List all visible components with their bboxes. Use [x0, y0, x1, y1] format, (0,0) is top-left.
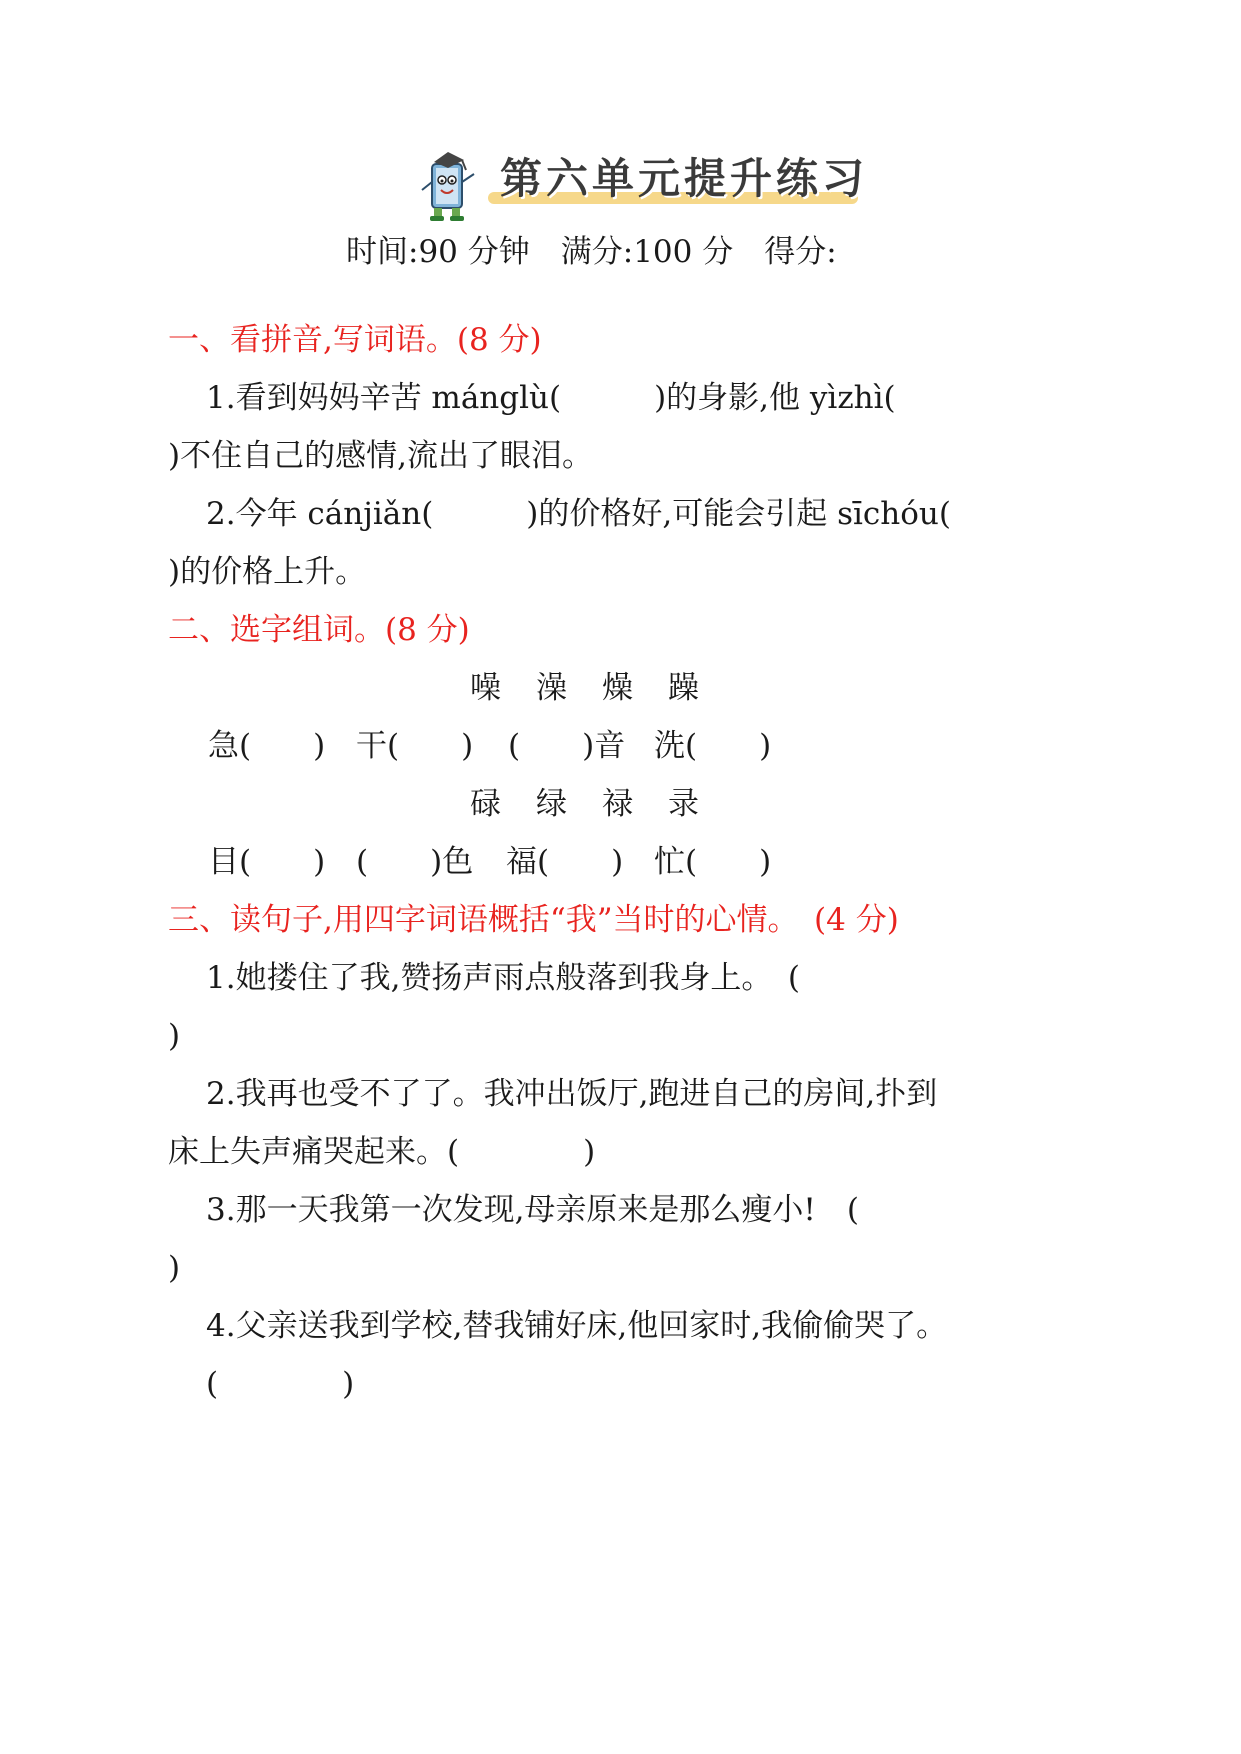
s3-q2-line1: 2.我再也受不了了。我冲出饭厅,跑进自己的房间,扑到	[206, 1076, 938, 1112]
blank-item: 洗( )	[654, 728, 772, 764]
book-mascot-icon	[418, 146, 482, 224]
section2-heading: 二、选字组词。(8 分)	[168, 612, 470, 648]
s3-q2-line2: 床上失声痛哭起来。( )	[168, 1134, 596, 1170]
char-option: 燥	[602, 670, 633, 706]
char-group-2	[470, 784, 734, 824]
title-banner	[488, 146, 868, 208]
s3-q4-line1: 4.父亲送我到学校,替我铺好床,他回家时,我偷偷哭了。	[206, 1308, 948, 1344]
s1-q1-line2: )不住自己的感情,流出了眼泪。	[168, 438, 593, 474]
blank-item: 福( )	[506, 844, 624, 880]
section3-heading: 三、读句子,用四字词语概括“我”当时的心情。 (4 分)	[168, 902, 899, 938]
blank-item: ( )音	[508, 728, 626, 764]
s3-q3-line1: 3.那一天我第一次发现,母亲原来是那么瘦小! (	[206, 1192, 859, 1228]
char-option: 澡	[536, 670, 567, 706]
char-option: 躁	[668, 670, 699, 706]
char-option: 碌	[470, 786, 501, 822]
char-group-1	[470, 668, 734, 708]
exam-meta: 时间:90 分钟 满分:100 分 得分:	[346, 234, 837, 270]
char-option: 绿	[536, 786, 567, 822]
s1-q2-line2: )的价格上升。	[168, 554, 367, 590]
s1-q1-line1: 1.看到妈妈辛苦 mánglù( )的身影,他 yìzhì(	[206, 380, 896, 416]
page-title: 第六单元提升练习	[500, 154, 869, 203]
s3-q3-line2: )	[168, 1250, 181, 1286]
blank-item: 目( )	[208, 844, 326, 880]
blank-item: 忙( )	[654, 844, 772, 880]
blank-item: 急( )	[208, 728, 326, 764]
blank-item: ( )色	[356, 844, 474, 880]
blank-item: 干( )	[356, 728, 474, 764]
char-option: 噪	[470, 670, 501, 706]
char-option: 录	[668, 786, 699, 822]
char-option: 禄	[602, 786, 633, 822]
s3-q1-line2: )	[168, 1018, 181, 1054]
section1-heading: 一、看拼音,写词语。(8 分)	[168, 322, 542, 358]
s1-q2-line1: 2.今年 cánjiǎn( )的价格好,可能会引起 sīchóu(	[206, 496, 951, 532]
s3-q1-line1: 1.她搂住了我,赞扬声雨点般落到我身上。 (	[206, 960, 801, 996]
s3-q4-line2: ( )	[206, 1366, 355, 1402]
